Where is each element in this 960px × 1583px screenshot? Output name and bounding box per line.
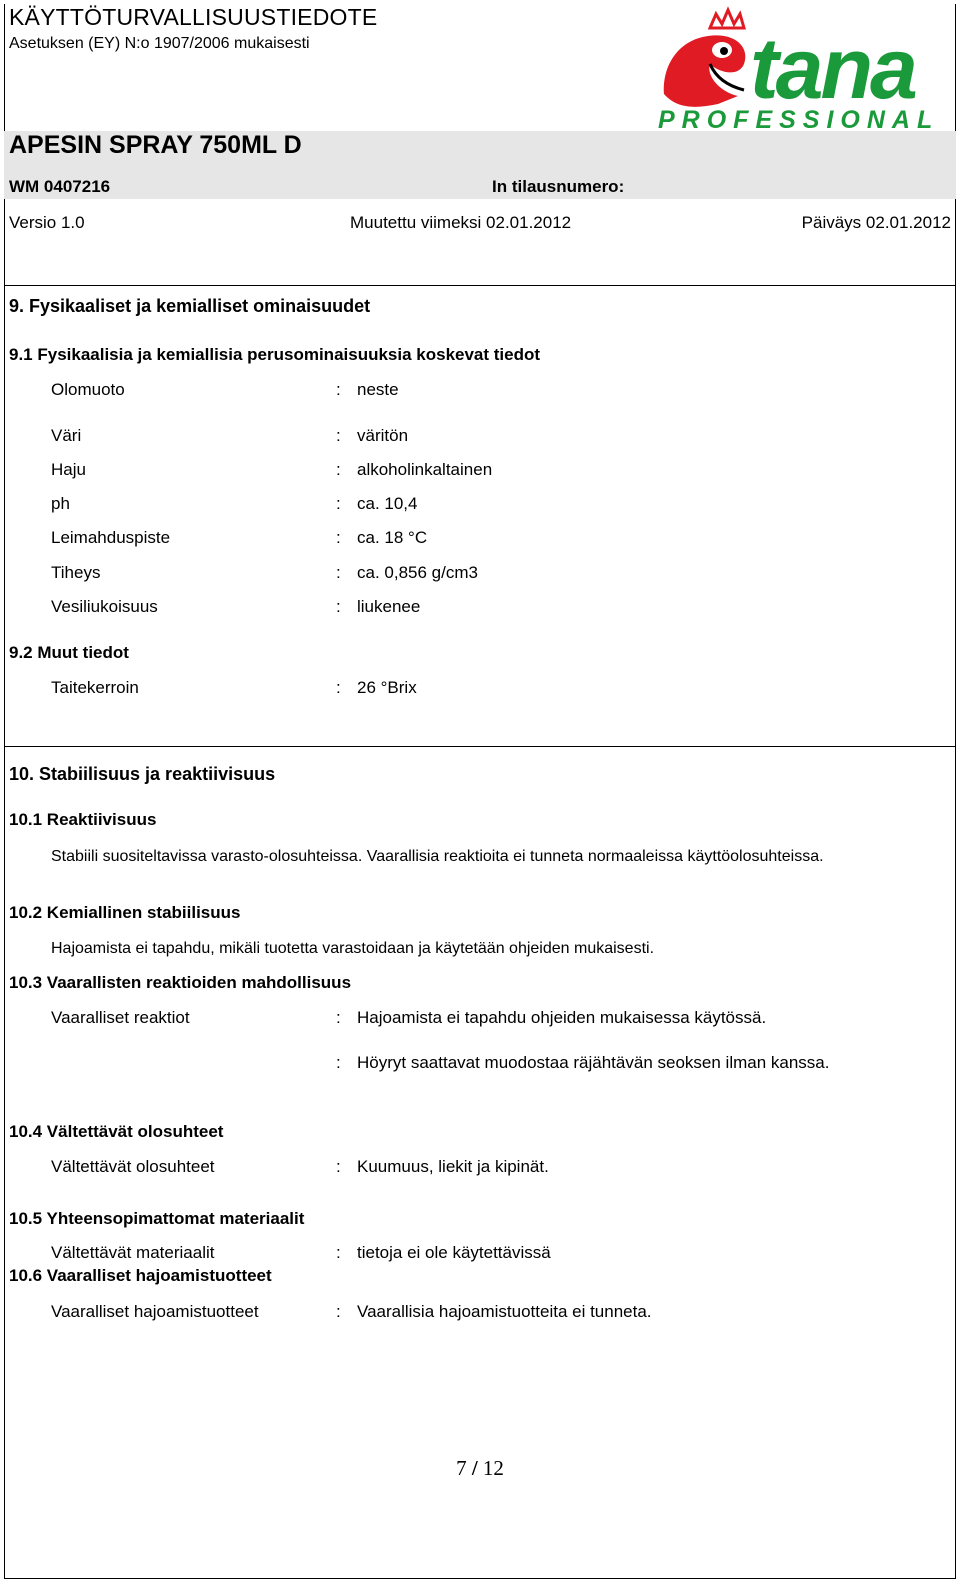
- logo-wordmark: tana: [750, 21, 915, 117]
- tana-professional-logo: [658, 6, 950, 130]
- order-number-label: In tilausnumero:: [492, 177, 625, 196]
- property-value: ca. 18 °C: [357, 528, 428, 547]
- section-10-heading: 10. Stabiilisuus ja reaktiivisuus: [9, 764, 276, 784]
- property-label: Haju: [51, 460, 86, 479]
- colon: :: [336, 380, 341, 399]
- materials-value: tietoja ei ole käytettävissä: [357, 1243, 551, 1262]
- stability-text: Hajoamista ei tapahdu, mikäli tuotetta varastoidaan ja käytetään ohjeiden mukaisesti.: [51, 940, 655, 957]
- property-value: ca. 0,856 g/cm3: [357, 563, 478, 582]
- section-10-2-heading: 10.2 Kemiallinen stabiilisuus: [9, 903, 241, 922]
- colon: :: [336, 528, 341, 547]
- section-9-1-heading: 9.1 Fysikaalisia ja kemiallisia perusominaisuuksia koskevat tiedot: [9, 345, 541, 364]
- document-subtitle: Asetuksen (EY) N:o 1907/2006 mukaisesti: [9, 35, 310, 52]
- property-label: Tiheys: [51, 563, 101, 582]
- colon: :: [336, 494, 341, 513]
- colon: :: [336, 1302, 341, 1321]
- section-divider: [4, 285, 956, 286]
- page-number: [0, 1456, 960, 1481]
- property-label: Leimahduspiste: [51, 528, 171, 547]
- page-frame: [4, 4, 956, 1579]
- product-name: APESIN SPRAY 750ML D: [9, 131, 302, 159]
- issue-date: Päiväys 02.01.2012: [801, 213, 951, 232]
- colon: :: [336, 426, 341, 445]
- page-current: 7: [456, 1456, 467, 1480]
- colon: :: [336, 1157, 341, 1176]
- hazardous-reactions-value: Hajoamista ei tapahdu ohjeiden mukaisessa käytössä.: [357, 1008, 767, 1027]
- reactivity-text: Stabiili suositeltavissa varasto-olosuhteissa. Vaarallisia reaktioita ei tunneta normaaleissa käyttöolosuhteissa.: [51, 848, 824, 865]
- colon: :: [336, 1008, 341, 1027]
- hazardous-reactions-label: Vaaralliset reaktiot: [51, 1008, 190, 1027]
- section-10-5-heading: 10.5 Yhteensopimattomat materiaalit: [9, 1209, 305, 1228]
- colon: :: [336, 563, 341, 582]
- property-value: neste: [357, 380, 399, 399]
- section-10-6-heading: 10.6 Vaaralliset hajoamistuotteet: [9, 1266, 272, 1285]
- property-value: liukenee: [357, 597, 421, 616]
- page-separator: /: [471, 1456, 478, 1480]
- version: Versio 1.0: [9, 213, 85, 232]
- section-10-4-heading: 10.4 Vältettävät olosuhteet: [9, 1122, 224, 1141]
- property-value: väritön: [357, 426, 409, 445]
- property-value: alkoholinkaltainen: [357, 460, 493, 479]
- decomposition-value: Vaarallisia hajoamistuotteita ei tunneta.: [357, 1302, 652, 1321]
- property-label: Taitekerroin: [51, 678, 139, 697]
- property-label: Olomuoto: [51, 380, 125, 399]
- document-title: KÄYTTÖTURVALLISUUSTIEDOTE: [9, 4, 378, 30]
- materials-label: Vältettävät materiaalit: [51, 1243, 215, 1262]
- colon: :: [336, 1053, 341, 1072]
- logo-tagline: PROFESSIONAL: [658, 106, 940, 130]
- page-total: 12: [482, 1456, 504, 1480]
- section-9-2-heading: 9.2 Muut tiedot: [9, 643, 129, 662]
- frog-mascot-icon: [664, 10, 746, 107]
- property-label: Väri: [51, 426, 82, 445]
- product-code: WM 0407216: [9, 177, 111, 196]
- section-10-1-heading: 10.1 Reaktiivisuus: [9, 810, 157, 829]
- section-9-heading: 9. Fysikaaliset ja kemialliset ominaisuudet: [9, 296, 371, 316]
- hazardous-reactions-value: Höyryt saattavat muodostaa räjähtävän seoksen ilman kanssa.: [357, 1053, 830, 1072]
- conditions-value: Kuumuus, liekit ja kipinät.: [357, 1157, 549, 1176]
- property-value: ca. 10,4: [357, 494, 418, 513]
- colon: :: [336, 1243, 341, 1262]
- section-divider: [4, 746, 956, 747]
- decomposition-label: Vaaralliset hajoamistuotteet: [51, 1302, 259, 1321]
- property-label: ph: [51, 494, 70, 513]
- colon: :: [336, 597, 341, 616]
- colon: :: [336, 678, 341, 697]
- section-10-3-heading: 10.3 Vaarallisten reaktioiden mahdollisuus: [9, 973, 352, 992]
- property-label: Vesiliukoisuus: [51, 597, 158, 616]
- property-value: 26 °Brix: [357, 678, 417, 697]
- colon: :: [336, 460, 341, 479]
- last-modified: Muutettu viimeksi 02.01.2012: [350, 213, 572, 232]
- conditions-label: Vältettävät olosuhteet: [51, 1157, 215, 1176]
